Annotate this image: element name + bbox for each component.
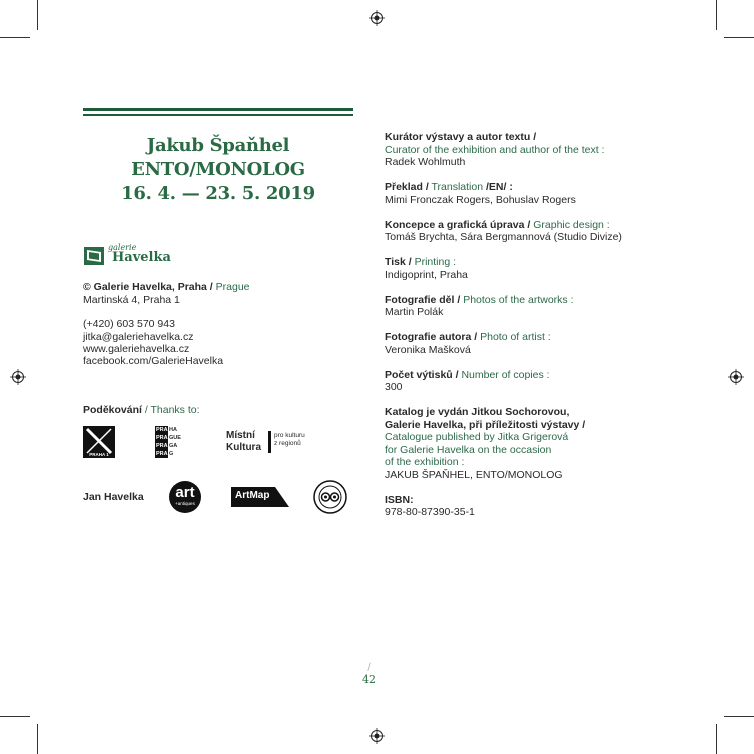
credit-label-cz: Fotografie autora / — [385, 331, 478, 343]
credit-label-en: Number of copies : — [461, 368, 550, 381]
praha-grid-cell: PRA — [156, 451, 168, 457]
crop-mark — [0, 37, 30, 38]
catalogue-en-line3: of the exhibition : — [385, 456, 465, 468]
praha1-logo — [83, 426, 115, 458]
praha-grid-cell: GA — [169, 443, 178, 449]
galerie-havelka-logo — [83, 243, 203, 269]
artmap-text: ArtMap — [235, 490, 270, 501]
praha-grid-cell: GUE — [169, 435, 181, 441]
gallery-name-line — [83, 281, 250, 294]
exhibition-title — [83, 134, 353, 206]
gallery-name-cz: © Galerie Havelka, Praha / — [83, 281, 213, 293]
credit-translation — [385, 181, 645, 206]
praha-grid-cell: G — [169, 451, 174, 457]
registration-mark-icon — [369, 10, 385, 26]
credit-isbn — [385, 494, 645, 519]
credit-value: Radek Wohlmuth — [385, 156, 466, 168]
art-antiques-logo — [169, 481, 201, 513]
gallery-email: jitka@galeriehavelka.cz — [83, 331, 194, 343]
catalogue-cz-line2: Galerie Havelka, při příležitosti výstavy / — [385, 418, 586, 431]
mistni-kultura-logo — [226, 430, 346, 456]
isbn-label: ISBN: — [385, 493, 414, 506]
credit-label-en: Photos of the artworks : — [463, 293, 574, 306]
credit-value: Tomáš Brychta, Sára Bergmannová (Studio Divize) — [385, 231, 622, 243]
mistni-sub1: pro kulturu — [274, 432, 305, 439]
registration-mark-icon — [369, 728, 385, 744]
credit-label-cz: Kurátor výstavy a autor textu / — [385, 131, 537, 143]
thanks-en: / Thanks to: — [144, 404, 200, 416]
catalogue-value: JAKUB ŠPAŇHEL, ENTO/MONOLOG — [385, 468, 563, 481]
credit-design — [385, 219, 645, 244]
credit-label-cz: Tisk / — [385, 256, 412, 268]
logo-big-text: Havelka — [112, 250, 171, 265]
credit-value: Indigoprint, Praha — [385, 268, 468, 281]
crop-mark — [37, 724, 38, 754]
gallery-name-en: Prague — [215, 281, 250, 293]
crop-mark — [37, 0, 38, 30]
mistni-line1: Místní — [226, 430, 255, 441]
credit-artist-photo — [385, 331, 645, 356]
crop-mark — [716, 724, 717, 754]
crop-mark — [716, 0, 717, 30]
title-rule-thin — [83, 114, 353, 116]
havelka-logo-icon — [83, 246, 105, 266]
artist-name: Jakub Špaňhel — [146, 135, 290, 156]
credit-copies — [385, 369, 645, 394]
page-number-value: 42 — [362, 673, 376, 686]
thanks-cz: Poděkování — [83, 404, 142, 416]
crop-mark — [724, 716, 754, 717]
credit-curator — [385, 131, 645, 169]
praha-grid-cell: PRA — [156, 435, 168, 441]
page-number — [362, 663, 376, 686]
logo-small-text: galerie — [108, 243, 137, 252]
artmap-logo — [231, 487, 289, 507]
gallery-street: Martinská 4, Praha 1 — [83, 294, 180, 306]
crop-mark — [724, 37, 754, 38]
credit-label-cz: Překlad / — [385, 181, 429, 193]
mistni-line2: Kultura — [226, 442, 261, 453]
gallery-facebook: facebook.com/GalerieHavelka — [83, 355, 224, 367]
catalogue-en-line1: Catalogue published by Jitka Grigerová — [385, 431, 569, 443]
praha1-label: PRAHA 1 — [89, 452, 109, 457]
exhibition-name: ENTO/MONOLOG — [131, 159, 305, 180]
praha-grid-cell: PRA — [156, 427, 168, 433]
praha-prague-logo — [155, 426, 181, 458]
art-logo-text: art — [175, 484, 195, 501]
credit-value: Veronika Mašková — [385, 343, 471, 356]
praha-grid-cell: PRA — [156, 443, 168, 449]
page-number-slash: / — [367, 662, 371, 673]
credit-printing — [385, 256, 645, 281]
art-logo-subtext: +antiques — [175, 501, 195, 506]
credit-label-en: Translation — [431, 181, 484, 193]
gallery-website: www.galeriehavelka.cz — [83, 343, 190, 355]
credit-value: 300 — [385, 381, 403, 393]
credit-value: Mimi Fronczak Rogers, Bohuslav Rogers — [385, 193, 576, 206]
credit-label-extra: /EN/ : — [486, 181, 513, 193]
crop-mark — [0, 716, 30, 717]
praha-grid-cell: HA — [169, 427, 177, 433]
credit-catalogue — [385, 406, 645, 481]
credit-value: Martin Polák — [385, 306, 444, 318]
mistni-sub2: z regionů — [274, 440, 301, 447]
catalogue-en-line2: for Galerie Havelka on the occasion — [385, 443, 552, 456]
thanks-heading — [83, 404, 200, 417]
credit-artwork-photos — [385, 294, 645, 319]
credit-label-cz: Fotografie děl / — [385, 293, 461, 306]
isbn-value: 978-80-87390-35-1 — [385, 506, 475, 518]
credit-label-en: Printing : — [414, 256, 457, 268]
registration-mark-icon — [10, 369, 26, 385]
registration-mark-icon — [728, 369, 744, 385]
catalogue-cz-line1: Katalog je vydán Jitkou Sochorovou, — [385, 406, 570, 418]
seal-logo-icon — [313, 480, 347, 514]
credit-label-en: Curator of the exhibition and author of the text : — [385, 143, 605, 156]
exhibition-dates: 16. 4. — 23. 5. 2019 — [121, 183, 315, 204]
credit-label-en: Photo of artist : — [480, 331, 551, 343]
credits-column — [385, 131, 645, 531]
credit-label-cz: Počet výtisků / — [385, 368, 459, 381]
title-rule-thick — [83, 108, 353, 111]
credit-label-cz: Koncepce a grafická úprava / — [385, 218, 531, 231]
mistni-bar — [268, 431, 271, 453]
jan-havelka-sponsor: Jan Havelka — [83, 491, 144, 503]
credit-label-en: Graphic design : — [533, 218, 610, 231]
gallery-phone: (+420) 603 570 943 — [83, 318, 175, 330]
